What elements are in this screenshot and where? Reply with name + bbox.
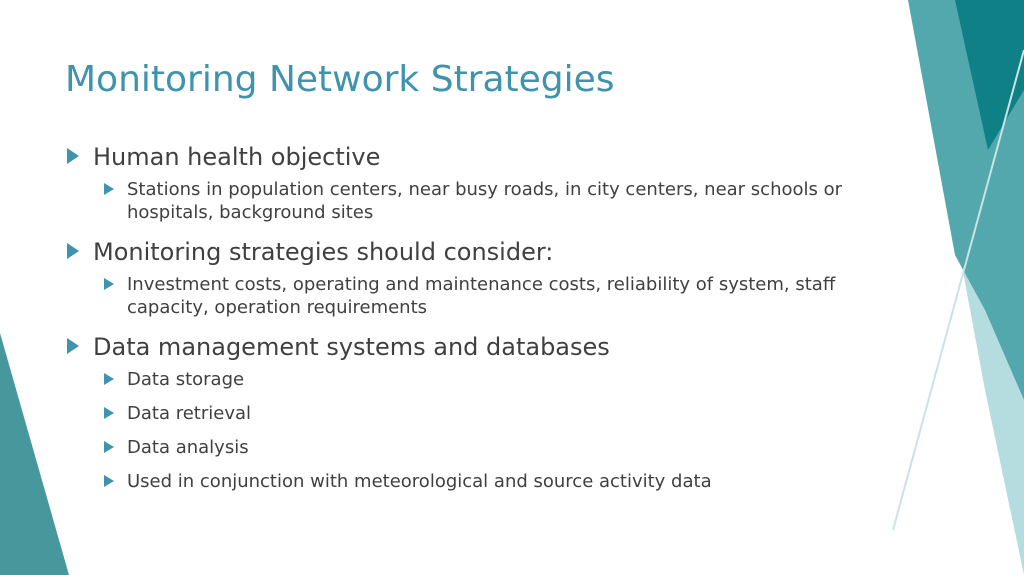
bullet-item <box>65 235 865 319</box>
sub-bullet-text: Data analysis <box>127 437 249 458</box>
bullet-text: Monitoring strategies should consider: <box>93 238 554 266</box>
sub-bullet-text: Investment costs, operating and maintenance costs, reliability of system, staff capacity, operation requirements <box>127 274 836 318</box>
bullet-list <box>65 140 865 504</box>
sub-bullet-item <box>93 470 865 493</box>
bullet-arrow-icon <box>67 338 79 354</box>
sub-bullet-item <box>93 368 865 391</box>
sub-bullet-item <box>93 178 865 224</box>
bullet-item <box>65 140 865 224</box>
sub-bullet-item <box>93 273 865 319</box>
sub-bullet-arrow-icon <box>104 183 114 195</box>
sub-bullet-arrow-icon <box>104 373 114 385</box>
bullet-arrow-icon <box>67 243 79 259</box>
sub-bullet-text: Stations in population centers, near busy roads, in city centers, near schools or hospitals, background sites <box>127 179 843 223</box>
sub-bullet-list <box>93 273 865 319</box>
sub-bullet-text: Data storage <box>127 369 245 390</box>
left-teal-triangle <box>0 333 69 575</box>
bullet-arrow-icon <box>67 148 79 164</box>
sub-bullet-list <box>93 178 865 224</box>
sub-bullet-item <box>93 402 865 425</box>
slide-title: Monitoring Network Strategies <box>65 59 615 100</box>
sub-bullet-arrow-icon <box>104 475 114 487</box>
sub-bullet-text: Data retrieval <box>127 403 251 424</box>
sub-bullet-text: Used in conjunction with meteorological and source activity data <box>127 471 712 492</box>
bullet-text: Human health objective <box>93 143 381 171</box>
sub-bullet-arrow-icon <box>104 407 114 419</box>
sub-bullet-list <box>93 368 865 493</box>
sub-bullet-arrow-icon <box>104 441 114 453</box>
sub-bullet-item <box>93 436 865 459</box>
bullet-text: Data management systems and databases <box>93 333 610 361</box>
bullet-item <box>65 330 865 493</box>
sub-bullet-arrow-icon <box>104 278 114 290</box>
